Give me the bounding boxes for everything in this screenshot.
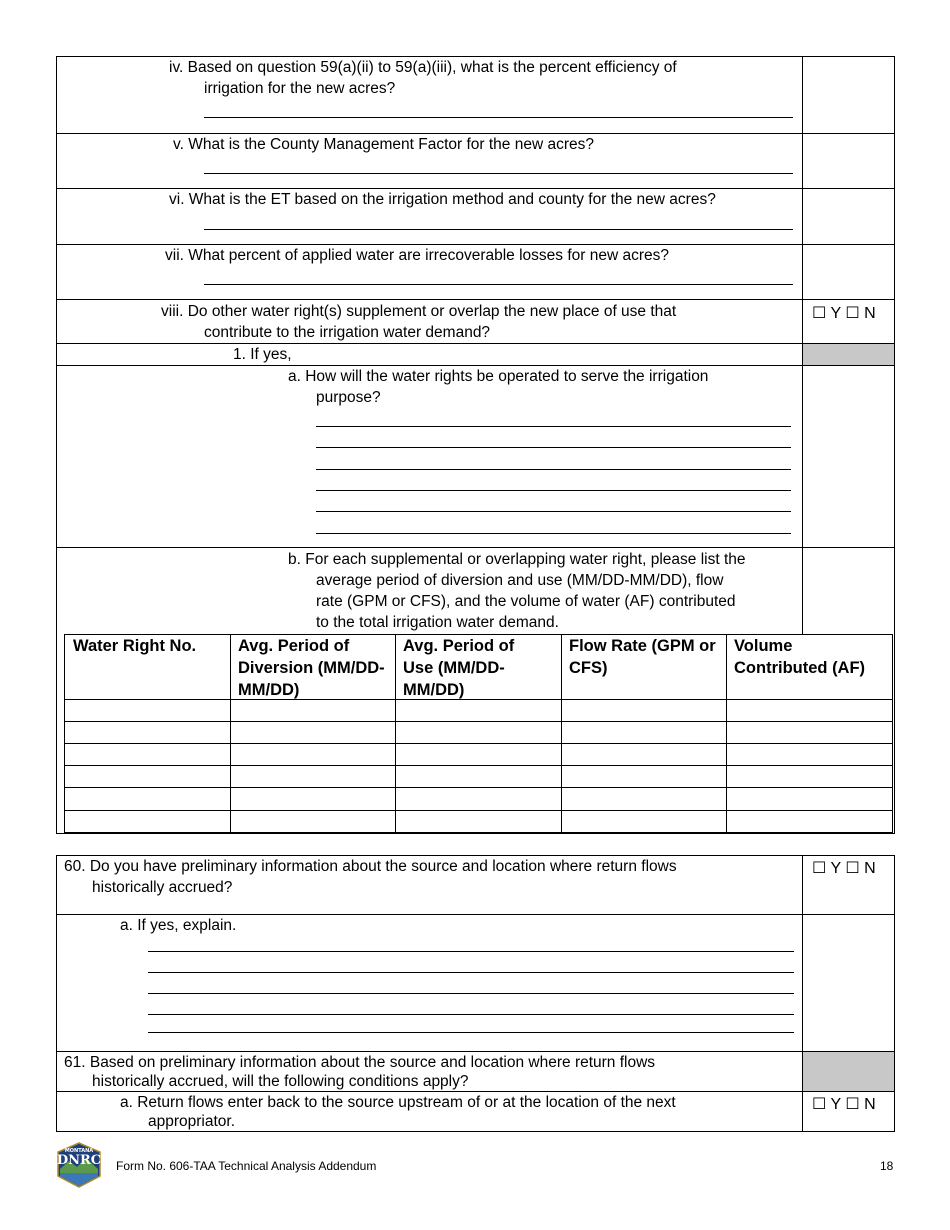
question-1b-cont: to the total irrigation water demand. [316,614,559,631]
table-row-line [64,743,893,744]
table-row-line [64,810,893,811]
if-yes-label: 1. If yes, [233,346,292,363]
answer-line-1a[interactable] [316,490,791,491]
question-v: v. What is the County Management Factor for the new acres? [173,136,594,153]
answer-line-60a[interactable] [148,1032,794,1033]
question-viii-cont: contribute to the irrigation water demand? [204,324,491,341]
answer-line-1a[interactable] [316,447,791,448]
answer-line-60a[interactable] [148,1014,794,1015]
dnrc-logo [55,1142,103,1188]
table-row-line [64,721,893,722]
answer-line-v[interactable] [204,173,793,174]
answer-line-vi[interactable] [204,229,793,230]
answer-line-60a[interactable] [148,951,794,952]
question-60: 60. Do you have preliminary information about the source and location where return flows [64,858,677,875]
answer-line-1a[interactable] [316,426,791,427]
answer-line-1a[interactable] [316,533,791,534]
shaded-answer-cell [803,1052,894,1091]
question-1b: b. For each supplemental or overlapping water right, please list the [288,551,746,568]
question-1b-cont: rate (GPM or CFS), and the volume of water (AF) contributed [316,593,736,610]
answer-line-iv[interactable] [204,117,793,118]
shaded-answer-cell [803,344,894,365]
answer-line-vii[interactable] [204,284,793,285]
logo-subtext: MONTANA [64,1148,94,1154]
question-61: 61. Based on preliminary information about the source and location where return flows [64,1054,656,1071]
question-61-cont: historically accrued, will the following conditions apply? [92,1073,469,1090]
logo-text: DNRC [56,1153,102,1168]
row-divider [56,343,895,344]
question-1a-cont: purpose? [316,389,381,406]
col-header-avg-period-diversion: Avg. Period of Diversion (MM/DD-MM/DD) [238,637,385,699]
yes-no-checkbox-viii[interactable]: ☐ Y ☐ N [812,305,876,322]
page-number: 18 [880,1159,894,1173]
table-row-line [64,787,893,788]
col-header-flow-rate: Flow Rate (GPM or CFS) [569,637,716,677]
question-60-cont: historically accrued? [92,879,233,896]
col-header-avg-period-use: Avg. Period of Use (MM/DD-MM/DD) [403,637,515,699]
question-61a: a. Return flows enter back to the source upstream of or at the location of the next [120,1094,676,1111]
table-col-line [726,634,727,833]
row-divider [56,299,895,300]
question-61a-cont: appropriator. [148,1113,236,1130]
question-1b-cont: average period of diversion and use (MM/DD-MM/DD), flow [316,572,724,589]
question-60a: a. If yes, explain. [120,917,237,934]
question-iv: iv. Based on question 59(a)(ii) to 59(a)(iii), what is the percent efficiency of [169,59,677,76]
row-divider [56,547,895,548]
form-label: Form No. 606-TAA Technical Analysis Addendum [116,1159,377,1173]
question-iv-cont: irrigation for the new acres? [204,80,396,97]
table-row-line [64,765,893,766]
answer-line-1a[interactable] [316,511,791,512]
yes-no-checkbox-60[interactable]: ☐ Y ☐ N [812,860,876,877]
answer-line-60a[interactable] [148,993,794,994]
answer-line-1a[interactable] [316,469,791,470]
question-1a: a. How will the water rights be operated to serve the irrigation [288,368,709,385]
table-col-line [561,634,562,833]
col-header-volume-contributed: Volume Contributed (AF) [734,637,866,677]
answer-line-60a[interactable] [148,972,794,973]
question-vi: vi. What is the ET based on the irrigation method and county for the new acres? [169,191,716,208]
table-col-line [395,634,396,833]
question-vii: vii. What percent of applied water are irrecoverable losses for new acres? [165,247,669,264]
yes-no-checkbox-61a[interactable]: ☐ Y ☐ N [812,1096,876,1113]
col-header-water-right-no: Water Right No. [73,637,197,655]
question-viii: viii. Do other water right(s) supplement or overlap the new place of use that [161,303,677,320]
table-col-line [230,634,231,833]
